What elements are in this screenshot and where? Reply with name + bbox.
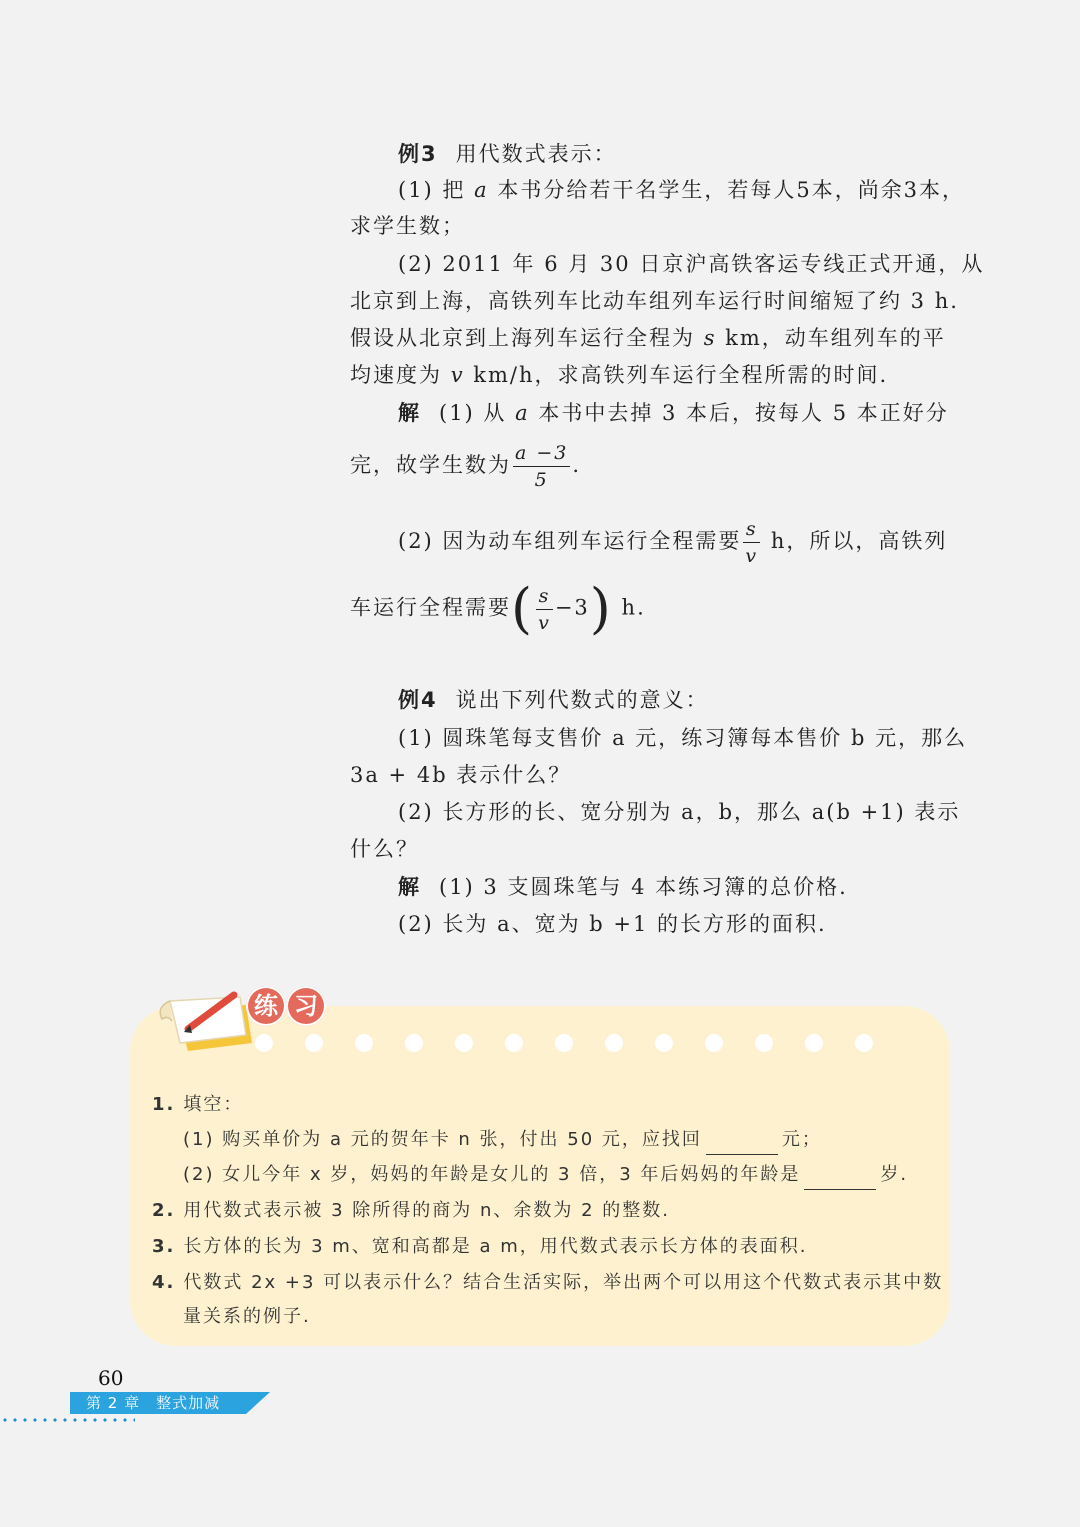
practice-title-char-2: 习 [286, 986, 326, 1026]
practice-item-1-1: (1) 购买单价为 a 元的贺年卡 n 张，付出 50 元，应找回 元； [183, 1125, 822, 1155]
fraction-a-minus-3-over-5: $\frac{a -3}{5}$ [515, 442, 569, 491]
answer-blank-1[interactable] [706, 1136, 778, 1155]
practice-item-3: 3. 长方体的长为 3 m、宽和高都是 a m，用代数式表示长方体的表面积. [152, 1236, 808, 1257]
example3-q2-line2: 北京到上海，高铁列车比动车组列车运行时间缩短了约 3 h. [350, 289, 959, 313]
example3-q2-line4: 均速度为 v km/h，求高铁列车运行全程所需的时间. [350, 363, 889, 387]
chapter-label: 第 2 章 整式加减 [86, 1394, 221, 1412]
example4-heading: 例4 说出下列代数式的意义： [398, 688, 709, 712]
fraction-s-over-v-2: $\frac{s}{v}$ [538, 584, 551, 634]
example3-solution2-line1: (2) 因为动车组列车运行全程需要 $\frac{s}{v}$ h，所以，高铁列 [398, 518, 948, 567]
dot-row [255, 1034, 895, 1054]
example3-q2-line1: (2) 2011 年 6 月 30 日京沪高铁客运专线正式开通，从 [398, 252, 985, 276]
example3-q1-line2: 求学生数； [350, 214, 465, 238]
practice-title-char-1: 练 [246, 986, 286, 1026]
answer-blank-2[interactable] [804, 1171, 876, 1190]
example4-q2-line2: 什么？ [350, 837, 419, 861]
example4-q1-line2: 3a + 4b 表示什么？ [350, 763, 572, 787]
example4-q1-line1: (1) 圆珠笔每支售价 a 元，练习簿每本售价 b 元，那么 [398, 726, 968, 750]
fraction-s-over-v: $\frac{s}{v}$ [745, 518, 759, 567]
practice-item-1: 1. 填空： [152, 1094, 244, 1115]
practice-item-4: 4. 代数式 2x +3 可以表示什么？结合生活实际，举出两个可以用这个代数式表示其中数 [152, 1272, 944, 1293]
notepad-pencil-icon [148, 985, 258, 1065]
practice-item-1-2: (2) 女儿今年 x 岁，妈妈的年龄是女儿的 3 倍，3 年后妈妈的年龄是 岁. [183, 1160, 908, 1190]
dotted-divider [0, 1418, 135, 1422]
example3-solution1-line1: 解 (1) 从 a 本书中去掉 3 本后，按每人 5 本正好分 [398, 401, 949, 425]
page-number: 60 [98, 1366, 124, 1390]
example3-heading: 例3 用代数式表示： [398, 142, 617, 166]
example3-q1-line1: (1) 把 a 本书分给若干名学生，若每人5本，尚余3本， [398, 178, 966, 202]
example3-q2-line3: 假设从北京到上海列车运行全程为 s km，动车组列车的平 [350, 326, 946, 350]
practice-item-4-cont: 量关系的例子. [183, 1306, 311, 1327]
example4-q2-line1: (2) 长方形的长、宽分别为 a，b，那么 a(b +1) 表示 [398, 800, 961, 824]
example4-solution2: (2) 长为 a、宽为 b +1 的长方形的面积. [398, 912, 827, 936]
example3-solution2-line2: 车运行全程需要( $\frac{s}{v}$ −3) h. [350, 577, 646, 640]
example4-solution1: 解 (1) 3 支圆珠笔与 4 本练习簿的总价格. [398, 875, 848, 899]
example3-solution1-line2: 完，故学生数为 $\frac{a -3}{5}$ . [350, 442, 582, 491]
practice-item-2: 2. 用代数式表示被 3 除所得的商为 n、余数为 2 的整数. [152, 1200, 671, 1221]
